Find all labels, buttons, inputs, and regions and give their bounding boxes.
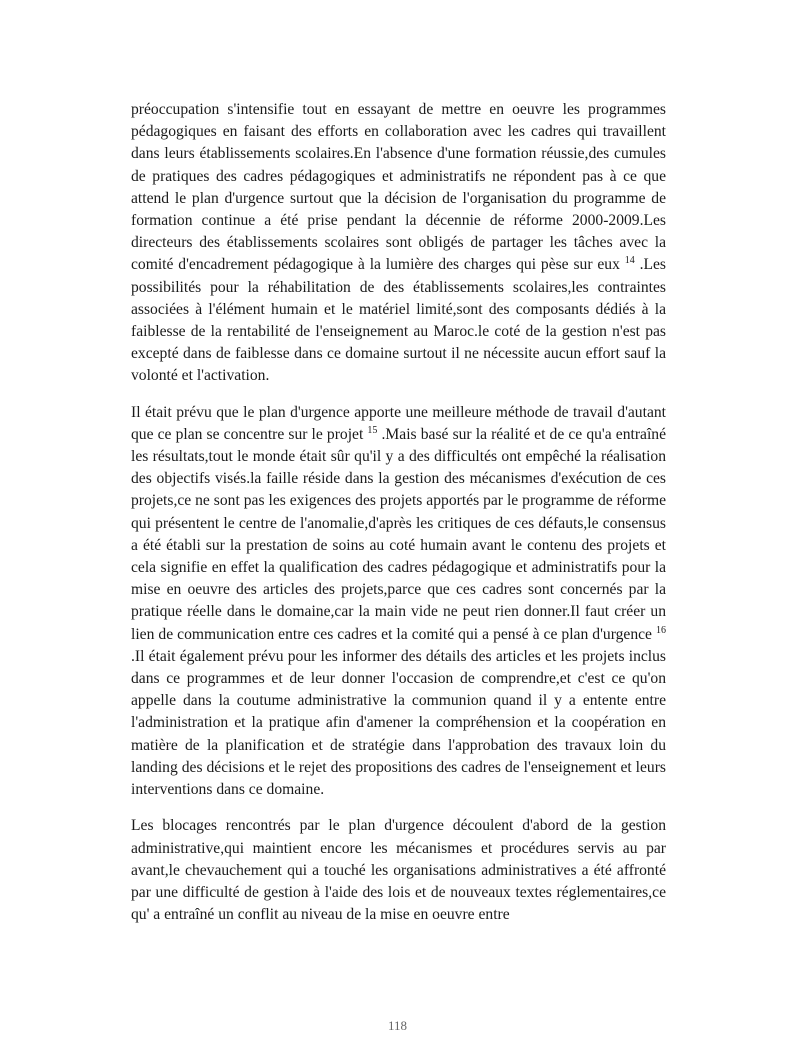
footnote-ref-14[interactable]: 14 (624, 255, 635, 267)
paragraph-2 (131, 402, 666, 802)
paragraph-text: préoccupation s'intensifie tout en essayant de mettre en oeuvre les programmes pédagogiques en faisant des efforts en collaboration avec les cadres qui travaillent dans leurs établissements scolaires.En l'absence d'une formation réussie,des cumules de pratiques des cadres pédagogiques et administratifs ne répondent pas à ce que attend le plan d'urgence surtout que la décision de l'organisation du programme de formation continue a été prise pendant la décennie de réforme 2000-2009.Les directeurs des établissements scolaires sont obligés de partager les tâches avec la comité d'encadrement pédagogique à la lumière des charges qui pèse sur eux (131, 101, 666, 274)
footnote-ref-16[interactable]: 16 (656, 624, 666, 636)
paragraph-text: .Les possibilités pour la réhabilitation de des établissements scolaires,les contraintes associées à l'élément humain et le matériel limité,sont des composants dédiés à la faiblesse de la rentabilité de l'enseignement au Maroc.le coté de la gestion n'est pas excepté dans de faiblesse dans ce domaine surtout il ne nécessite aucun effort sauf la volonté et l'activation. (131, 256, 667, 385)
paragraph-1 (131, 99, 666, 388)
paragraph-text: Les blocages rencontrés par le plan d'urgence découlent d'abord de la gestion administrative,qui maintient encore les mécanismes et procédures servis au par avant,le chevauchement qui a touché les organisations administratives a été affronté par une difficulté de gestion à l'aide des lois et de nouveaux textes réglementaires,ce qu' a entraîné un conflit au niveau de la mise en oeuvre entre (131, 817, 666, 924)
footnote-ref-15[interactable]: 15 (367, 424, 378, 436)
page-body (131, 99, 666, 926)
paragraph-3 (131, 815, 666, 926)
page-number: 118 (387, 1018, 408, 1033)
paragraph-text: .Mais basé sur la réalité et de ce qu'a entraîné les résultats,tout le monde était sûr qu'il y a des difficultés ont empêché la réalisation des objectifs visés.la faille réside dans la gestion des mécanismes d'exécution de ces projets,ce ne sont pas les exigences des projets apportés par le programme de réforme qui présentent le centre de l'anomalie,d'après les critiques de ces défauts,le consensus a été établi sur la prestation de soins au coté humain avant le contenu des projets et cela signifie en effet la qualification des cadres pédagogique et administratifs pour la mise en oeuvre des articles des projets,parce que ces cadres sont concernés par la pratique réelle dans le domaine,car la main vide ne peut rien donner.Il faut créer un lien de communication entre ces cadres et la comité qui a pensé à ce plan d'urgence (131, 425, 666, 643)
paragraph-text: Il était prévu que le plan d'urgence apporte une meilleure méthode de travail d'autant que ce plan se concentre sur le projet (131, 403, 666, 443)
paragraph-text: .Il était également prévu pour les informer des détails des articles et les projets inclus dans ce programmes et de leur donner l'occasion de comprendre,et c'est ce qu'on appelle dans la coutume administrative la communion quand il y a entente entre l'administration et la pratique afin d'amener la compréhension et la coopération en matière de la planification et de stratégie dans l'approbation des travaux loin du landing des décisions et le rejet des propositions des cadres de l'enseignement et leurs interventions dans ce domaine. (131, 647, 666, 799)
